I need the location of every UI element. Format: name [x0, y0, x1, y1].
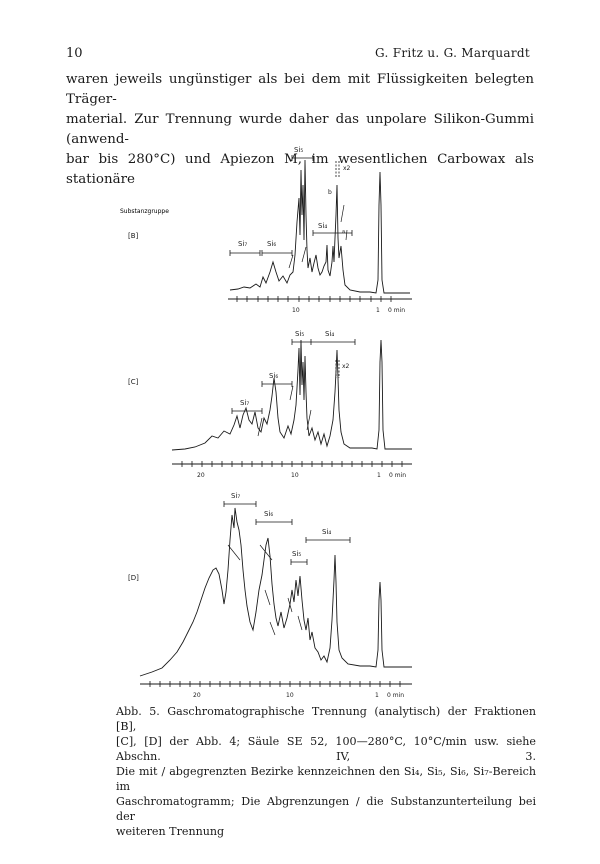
panel-b-tick-label: 1	[376, 307, 380, 314]
panel-d-label: [D]	[128, 574, 139, 582]
panel-d-tick-label: 0 min	[387, 692, 405, 699]
panel-d-group-label: Si₅	[292, 550, 302, 558]
caption-line: weiteren Trennung	[116, 825, 225, 838]
panel-c-marker: x2	[342, 363, 350, 370]
page-number: 10	[66, 46, 83, 61]
panel-c-group-label: Si₄	[325, 330, 335, 338]
panel-d-tick-label: 1	[375, 692, 379, 699]
panel-c-tick-label: 1	[377, 472, 381, 479]
panel-c-tick-label: 20	[197, 472, 205, 479]
panel-b-group-label: Si₇	[238, 240, 248, 248]
panel-b-group-label: Si₅	[294, 146, 304, 154]
panel-b-marker: b	[328, 189, 332, 196]
panel-d-tick-label: 20	[193, 692, 201, 699]
caption-line: Die mit / abgegrenzten Bezirke kennzeichnen den Si₄, Si₅, Si₆, Si₇-Bereich im	[116, 765, 536, 793]
panel-c-trace	[172, 340, 412, 450]
panel-c-group-label: Si₆	[269, 372, 279, 380]
caption-line: Gaschromatogramm; Die Abgrenzungen / die Substanzunterteilung bei der	[116, 795, 536, 823]
body-text	[66, 70, 534, 190]
panel-c-label: [C]	[128, 378, 139, 386]
body-line: waren jeweils ungünstiger als bei dem mit Flüssigkeiten belegten Träger-	[66, 72, 534, 107]
body-line: material. Zur Trennung wurde daher das unpolare Silikon-Gummi (anwend-	[66, 112, 534, 147]
panel-b-group-label: Si₄	[318, 222, 328, 230]
panel-c-group-label: Si₇	[240, 399, 250, 407]
panel-b-tick-label: 10	[292, 307, 300, 314]
running-head: G. Fritz u. G. Marquardt	[375, 46, 530, 60]
panel-b-group-label: Si₆	[267, 240, 277, 248]
body-line: bar bis 280°C) und Apiezon M, im wesentlichen Carbowax als stationäre	[66, 152, 534, 187]
panel-d	[128, 492, 412, 699]
caption-line: [C], [D] der Abb. 4; Säule SE 52, 100—280°C, 10°C/min usw. siehe Abschn. IV, 3.	[116, 735, 536, 763]
caption-line: Abb. 5. Gaschromatographische Trennung (analytisch) der Fraktionen [B],	[116, 705, 536, 733]
panel-c-group-label: Si₅	[295, 330, 305, 338]
panel-b-marker: x2	[343, 165, 351, 172]
panel-d-tick-label: 10	[286, 692, 294, 699]
panel-d-group-label: Si₄	[322, 528, 332, 536]
panel-d-group-label: Si₇	[231, 492, 241, 500]
figure-caption	[116, 704, 536, 839]
panel-b-label: [B]	[128, 232, 139, 240]
panel-c	[128, 330, 412, 479]
side-label: Substanzgruppe	[120, 208, 169, 215]
panel-d-trace	[140, 508, 412, 676]
panel-c-tick-label: 10	[291, 472, 299, 479]
panel-c-tick-label: 0 min	[389, 472, 407, 479]
panel-d-group-label: Si₆	[264, 510, 274, 518]
panel-b-marker: a	[342, 229, 346, 235]
panel-b-tick-label: 0 min	[388, 307, 406, 314]
